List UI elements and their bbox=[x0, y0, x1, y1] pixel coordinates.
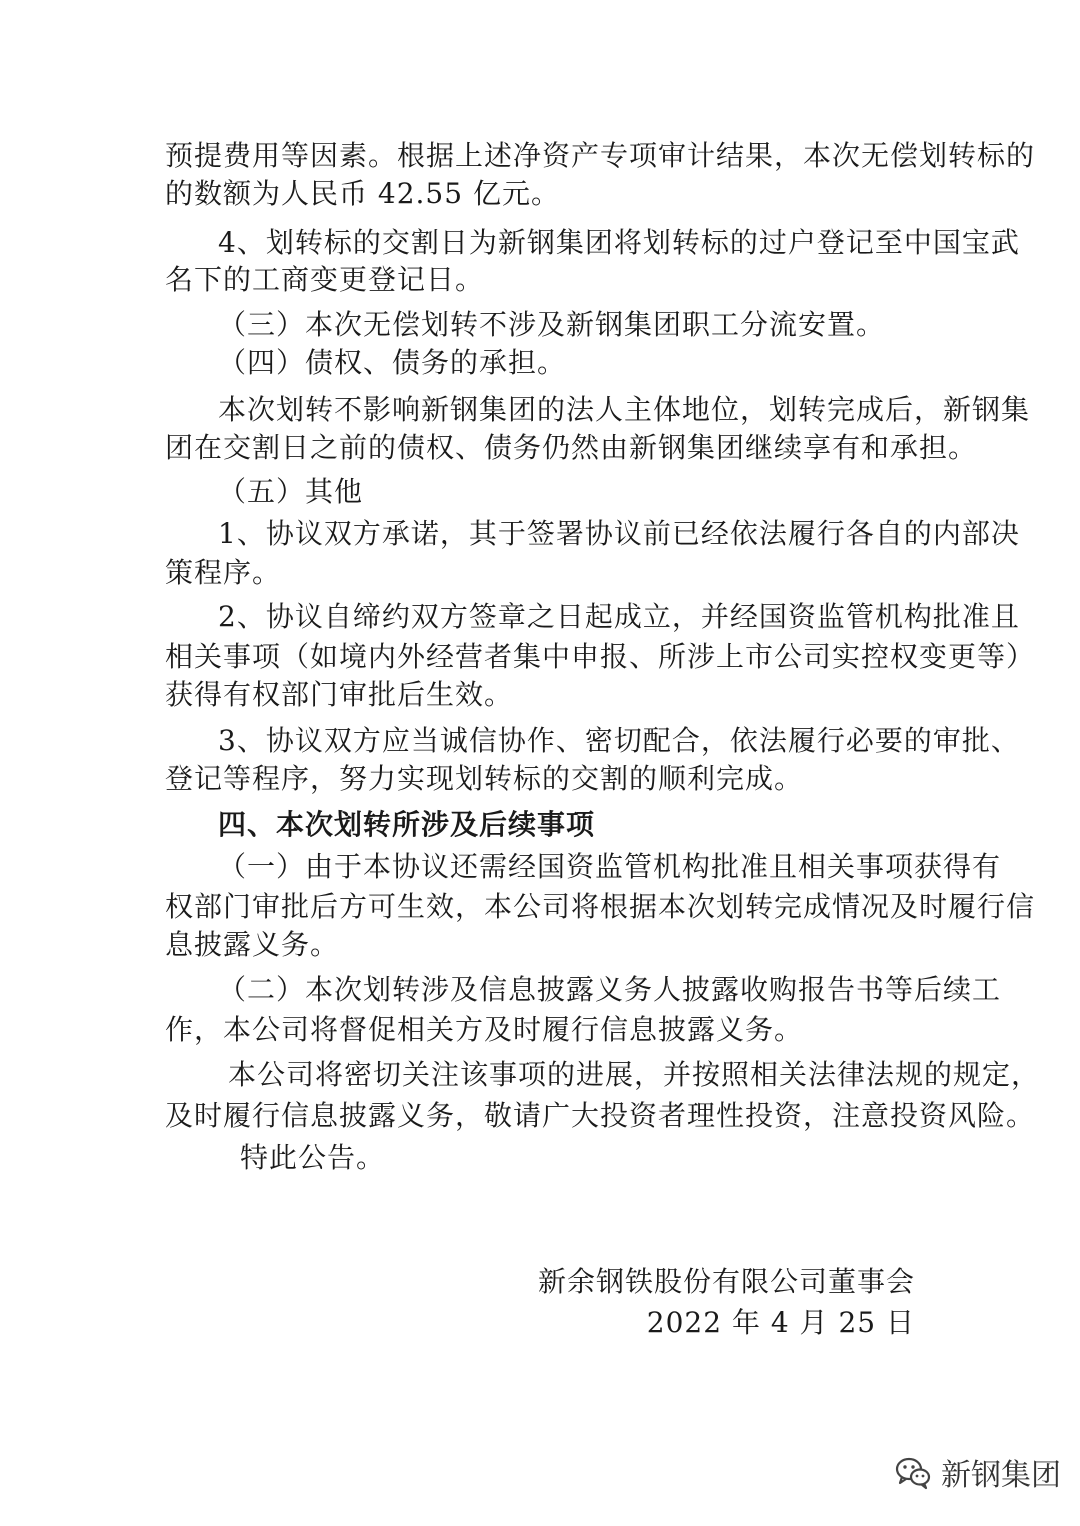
paragraph-line: 本次划转不影响新钢集团的法人主体地位，划转完成后，新钢集 bbox=[218, 393, 1031, 426]
paragraph-line: 2、协议自缔约双方签章之日起成立，并经国资监管机构批准且 bbox=[218, 600, 1020, 633]
paragraph-line: （五）其他 bbox=[218, 475, 364, 508]
paragraph-line: 获得有权部门审批后生效。 bbox=[165, 678, 514, 711]
watermark-text: 新钢集团 bbox=[941, 1458, 1061, 1493]
paragraph-line: 预提费用等因素。根据上述净资产专项审计结果，本次无偿划转标的 bbox=[165, 139, 1036, 172]
paragraph-line: 4、划转标的交割日为新钢集团将划转标的过户登记至中国宝武 bbox=[218, 226, 1020, 259]
paragraph-line: 的数额为人民币 42.55 亿元。 bbox=[165, 177, 560, 210]
paragraph-line: 本公司将密切关注该事项的进展，并按照相关法律法规的规定， bbox=[228, 1058, 1041, 1091]
paragraph-line: 息披露义务。 bbox=[165, 928, 340, 961]
section-heading: 四、本次划转所涉及后续事项 bbox=[218, 808, 596, 841]
paragraph-line: 作，本公司将督促相关方及时履行信息披露义务。 bbox=[165, 1013, 804, 1046]
wechat-icon bbox=[893, 1452, 933, 1492]
paragraph-line: 名下的工商变更登记日。 bbox=[165, 263, 485, 296]
paragraph-line: 相关事项（如境内外经营者集中申报、所涉上市公司实控权变更等） bbox=[165, 640, 1036, 673]
paragraph-line: 权部门审批后方可生效，本公司将根据本次划转完成情况及时履行信 bbox=[165, 890, 1036, 923]
paragraph-line: 1、协议双方承诺，其于签署协议前已经依法履行各自的内部决 bbox=[218, 517, 1020, 550]
paragraph-line: 登记等程序，努力实现划转标的交割的顺利完成。 bbox=[165, 762, 804, 795]
closing-line: 特此公告。 bbox=[240, 1141, 386, 1174]
paragraph-line: （三）本次无偿划转不涉及新钢集团职工分流安置。 bbox=[218, 308, 886, 341]
paragraph-line: 3、协议双方应当诚信协作、密切配合，依法履行必要的审批、 bbox=[218, 724, 1020, 757]
paragraph-line: 及时履行信息披露义务，敬请广大投资者理性投资，注意投资风险。 bbox=[165, 1099, 1036, 1132]
signature-company: 新余钢铁股份有限公司董事会 bbox=[537, 1265, 915, 1298]
paragraph-line: （二）本次划转涉及信息披露义务人披露收购报告书等后续工 bbox=[218, 973, 1002, 1006]
paragraph-line: （四）债权、债务的承担。 bbox=[218, 346, 567, 379]
paragraph-line: 策程序。 bbox=[165, 556, 282, 589]
watermark bbox=[893, 1450, 1061, 1494]
paragraph-line: 团在交割日之前的债权、债务仍然由新钢集团继续享有和承担。 bbox=[165, 431, 978, 464]
signature-date: 2022 年 4 月 25 日 bbox=[646, 1306, 915, 1339]
paragraph-line: （一）由于本协议还需经国资监管机构批准且相关事项获得有 bbox=[218, 850, 1002, 883]
